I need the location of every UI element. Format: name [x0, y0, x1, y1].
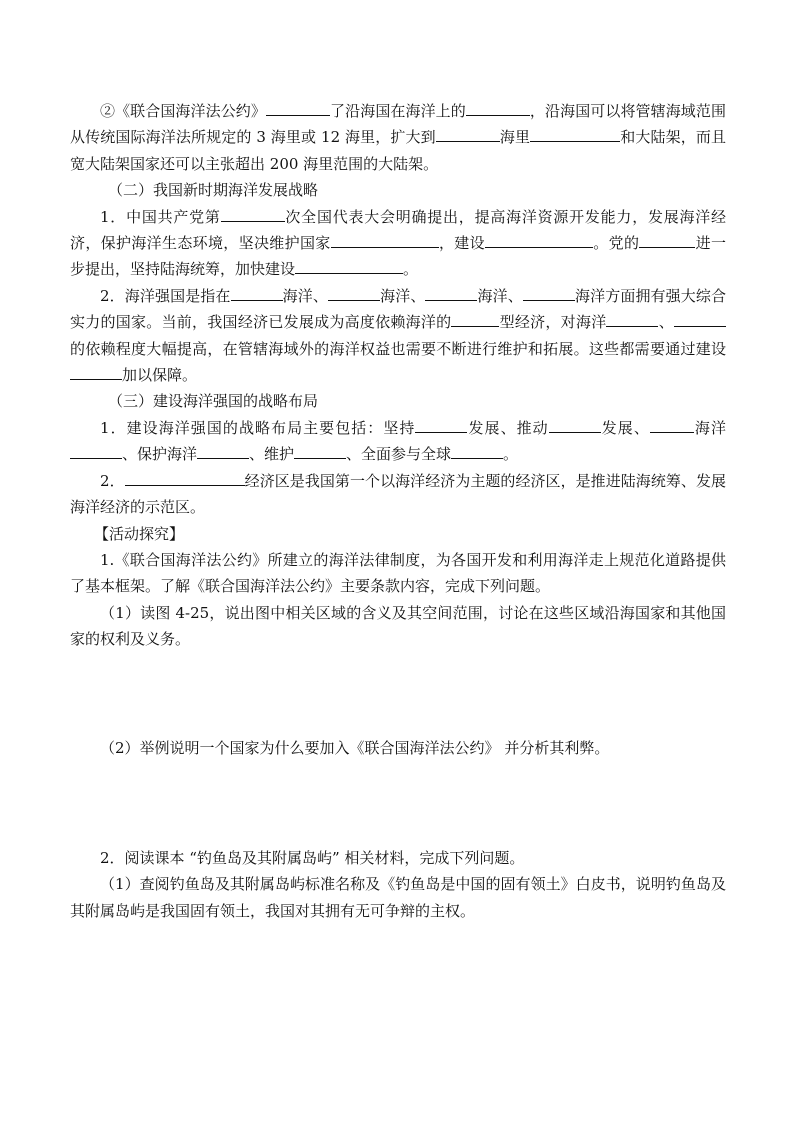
fill-blank[interactable] — [231, 286, 283, 301]
fill-blank[interactable] — [451, 312, 499, 327]
fill-blank[interactable] — [523, 286, 575, 301]
fill-blank[interactable] — [650, 418, 694, 433]
paragraph-economic-zone: 2． 经济区是我国第一个以海洋经济为主题的经济区，是推进陆海统筹、发展海洋经济的示范区。 — [70, 471, 726, 517]
paragraph-strategic-layout: 1．建设海洋强国的战略布局主要包括：坚持 发展、推动 发展、 海洋、保护海洋 、维护 、全面参与全球 。 — [70, 415, 726, 468]
fill-blank[interactable] — [639, 233, 695, 248]
paragraph-activity-1: 1.《联合国海洋法公约》所建立的海洋法律制度，为各国开发和利用海洋走上规范化道路提供了基本框架。了解《联合国海洋法公约》主要条款内容，完成下列问题。 — [70, 550, 726, 596]
fill-blank[interactable] — [221, 207, 285, 222]
question-2: （2）举例说明一个国家为什么要加入《联合国海洋法公约》 并分析其利弊。 — [100, 738, 610, 757]
answer-space[interactable] — [70, 761, 726, 845]
answer-space[interactable] — [70, 653, 726, 735]
document-body — [70, 98, 726, 924]
question-3: （1）查阅钓鱼岛及其附属岛屿标准名称及《钓鱼岛是中国的固有领土》白皮书，说明钓鱼岛及其附属岛屿是我国固有领土，我国对其拥有无可争辩的主权。 — [70, 875, 726, 920]
fill-blank[interactable] — [70, 444, 122, 459]
paragraph-maritime-power: 2．海洋强国是指在 海洋、 海洋、 海洋、 海洋方面拥有强大综合实力的国家。当前，我国经济已发展成为高度依赖海洋的 型经济，对海洋 、的依赖程度大幅提高，在管辖海域外的海洋权益也需要不断进行维护和拓展。这些都需要通过建设加以保障。 — [70, 286, 726, 385]
fill-blank[interactable] — [266, 101, 330, 116]
fill-blank[interactable] — [125, 471, 245, 486]
paragraph-activity-2: 2．阅读课本 “钓鱼岛及其附属岛屿” 相关材料，完成下列问题。 — [100, 848, 525, 867]
fill-blank[interactable] — [425, 286, 477, 301]
fill-blank[interactable] — [606, 312, 658, 327]
fill-blank[interactable] — [436, 127, 500, 142]
paragraph-unclos-rights: ②《联合国海洋法公约》 了沿海国在海洋上的 ，沿海国可以将管辖海域范围从传统国际海洋法所规定的 3 海里或 12 海里，扩大到 海里 和大陆架，而且宽大陆架国家还可以主张超出 200 海里范围的大陆架。 — [70, 102, 726, 173]
fill-blank[interactable] — [549, 418, 601, 433]
fill-blank[interactable] — [328, 286, 380, 301]
fill-blank[interactable] — [485, 233, 593, 248]
fill-blank[interactable] — [674, 312, 726, 327]
fill-blank[interactable] — [294, 444, 346, 459]
fill-blank[interactable] — [451, 444, 503, 459]
fill-blank[interactable] — [415, 418, 467, 433]
fill-blank[interactable] — [295, 259, 403, 274]
fill-blank[interactable] — [530, 127, 620, 142]
activity-title: 【活动探究】 — [94, 524, 185, 543]
fill-blank[interactable] — [70, 365, 122, 380]
fill-blank[interactable] — [466, 101, 530, 116]
fill-blank[interactable] — [197, 444, 249, 459]
fill-blank[interactable] — [331, 233, 439, 248]
question-1: （1）读图 4-25，说出图中相关区域的含义及其空间范围，讨论在这些区域沿海国家和其他国家的权利及义务。 — [70, 603, 726, 649]
paragraph-party-congress: 1．中国共产党第 次全国代表大会明确提出，提高海洋资源开发能力，发展海洋经济，保护海洋生态环境，坚决维护国家 ，建设 。党的 进一步提出，坚持陆海统筹，加快建设 。 — [70, 207, 726, 279]
section-title-strategy: （二）我国新时期海洋发展战略 — [108, 181, 319, 200]
section-title-layout: （三）建设海洋强国的战略布局 — [108, 392, 319, 411]
